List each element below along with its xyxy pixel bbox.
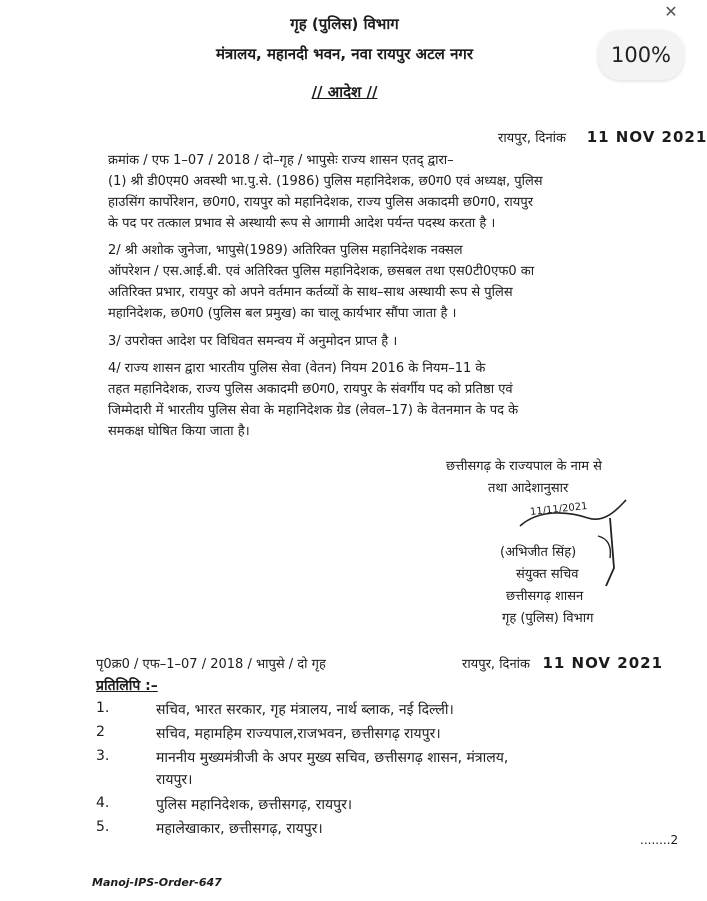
order-date-line — [498, 128, 707, 146]
paragraph-line: ऑपरेशन / एस.आई.बी. एवं अतिरिक्त पुलिस महानिदेशक, छसबल तथा एस0टी0एफ0 का — [108, 264, 535, 279]
signatory-name: (अभिजीत सिंह) — [500, 545, 577, 560]
paragraph-line: हाउसिंग कार्पोरेशन, छ0ग0, रायपुर को महानिदेशक, राज्य पुलिस अकादमी छ0ग0, रायपुर — [108, 195, 534, 210]
file-code: Manoj-IPS-Order-647 — [92, 876, 222, 889]
endorsement-reference: पृ0क्र0 / एफ–1–07 / 2018 / भापुसे / दो गृह — [96, 657, 326, 672]
paragraph-line: महानिदेशक, छ0ग0 (पुलिस बल प्रमुख) का चालू कार्यभार सौंपा जाता है । — [108, 306, 457, 321]
order-paragraph-2 — [108, 240, 668, 324]
close-icon[interactable]: ✕ — [664, 1, 678, 21]
paragraph-line: के पद पर तत्काल प्रभाव से अस्थायी रूप से आगामी आदेश पर्यन्त पदस्थ करता है । — [108, 216, 496, 231]
date-stamp: 11 NOV 2021 — [542, 654, 664, 672]
ministry-address: मंत्रालय, महानदी भवन, नवा रायपुर अटल नगर — [216, 45, 473, 63]
paragraph-line: जिम्मेदारी में भारतीय पुलिस सेवा के महानिदेशक ग्रेड (लेवल–17) के वेतनमान के पद के — [108, 403, 519, 418]
paragraph-line: 4/ राज्य शासन द्वारा भारतीय पुलिस सेवा (वेतन) नियम 2016 के नियम–11 के — [108, 361, 486, 376]
order-paragraph-4 — [108, 358, 668, 442]
authority-line-1: छत्तीसगढ़ के राज्यपाल के नाम से — [446, 459, 602, 474]
list-item-text: माननीय मुख्यमंत्रीजी के अपर मुख्य सचिव, छत्तीसगढ़ शासन, मंत्रालय, — [156, 750, 509, 766]
paragraph-line: क्रमांक / एफ 1–07 / 2018 / दो–गृह / भापुसेः राज्य शासन एतद् द्वारा– — [108, 153, 454, 168]
zoom-label: 100% — [610, 43, 672, 67]
paragraph-line: अतिरिक्त प्रभार, रायपुर को अपने वर्तमान कर्तव्यों के साथ–साथ अस्थायी रूप से पुलिस — [108, 285, 513, 300]
list-item-text: महालेखाकार, छत्तीसगढ़, रायपुर। — [156, 821, 323, 837]
paragraph-line: तहत महानिदेशक, राज्य पुलिस अकादमी छ0ग0, रायपुर के संवर्गीय पद को प्रतिष्ठा एवं — [108, 382, 513, 397]
continued-marker: ........2 — [640, 833, 679, 847]
paragraph-line: 2/ श्री अशोक जुनेजा, भापुसे(1989) अतिरिक्त पुलिस महानिदेशक नक्सल — [108, 243, 463, 258]
paragraph-line: (1) श्री डी0एम0 अवस्थी भा.पु.से. (1986) पुलिस महानिदेशक, छ0ग0 एवं अध्यक्ष, पुलिस — [108, 174, 543, 189]
list-item-number: 4. — [96, 795, 110, 811]
list-item-number: 3. — [96, 748, 110, 764]
signatory-department: गृह (पुलिस) विभाग — [502, 611, 594, 626]
signatory-government: छत्तीसगढ़ शासन — [506, 589, 584, 604]
endorsement-date-line — [462, 654, 663, 672]
list-item-text: सचिव, महामहिम राज्यपाल,राजभवन, छत्तीसगढ़ रायपुर। — [156, 726, 441, 742]
list-item-text: रायपुर। — [156, 772, 193, 788]
authority-line-2: तथा आदेशानुसार — [488, 481, 569, 496]
paragraph-line: 3/ उपरोक्त आदेश पर विधिवत समन्वय में अनुमोदन प्राप्त है । — [108, 334, 398, 349]
department-heading: गृह (पुलिस) विभाग — [290, 15, 399, 33]
paragraph-line: समकक्ष घोषित किया जाता है। — [108, 424, 250, 439]
list-item-text: सचिव, भारत सरकार, गृह मंत्रालय, नार्थ ब्लाक, नई दिल्ली। — [156, 702, 454, 718]
list-item-number: 5. — [96, 819, 110, 835]
list-item-number: 2 — [96, 724, 105, 740]
order-paragraph-1 — [108, 150, 668, 234]
order-paragraph-3 — [108, 331, 668, 352]
signature-initials-date: 11/11/2021 — [529, 501, 589, 518]
signatory-designation: संयुक्त सचिव — [516, 567, 579, 582]
list-item-number: 1. — [96, 700, 110, 716]
place-date-label: रायपुर, दिनांक — [498, 131, 567, 146]
order-title: // आदेश // — [311, 83, 378, 101]
copy-to-label: प्रतिलिपि :– — [96, 678, 158, 694]
list-item-text: पुलिस महानिदेशक, छत्तीसगढ़, रायपुर। — [156, 797, 353, 813]
date-stamp: 11 NOV 2021 — [586, 128, 707, 146]
place-date-label: रायपुर, दिनांक — [462, 657, 531, 672]
